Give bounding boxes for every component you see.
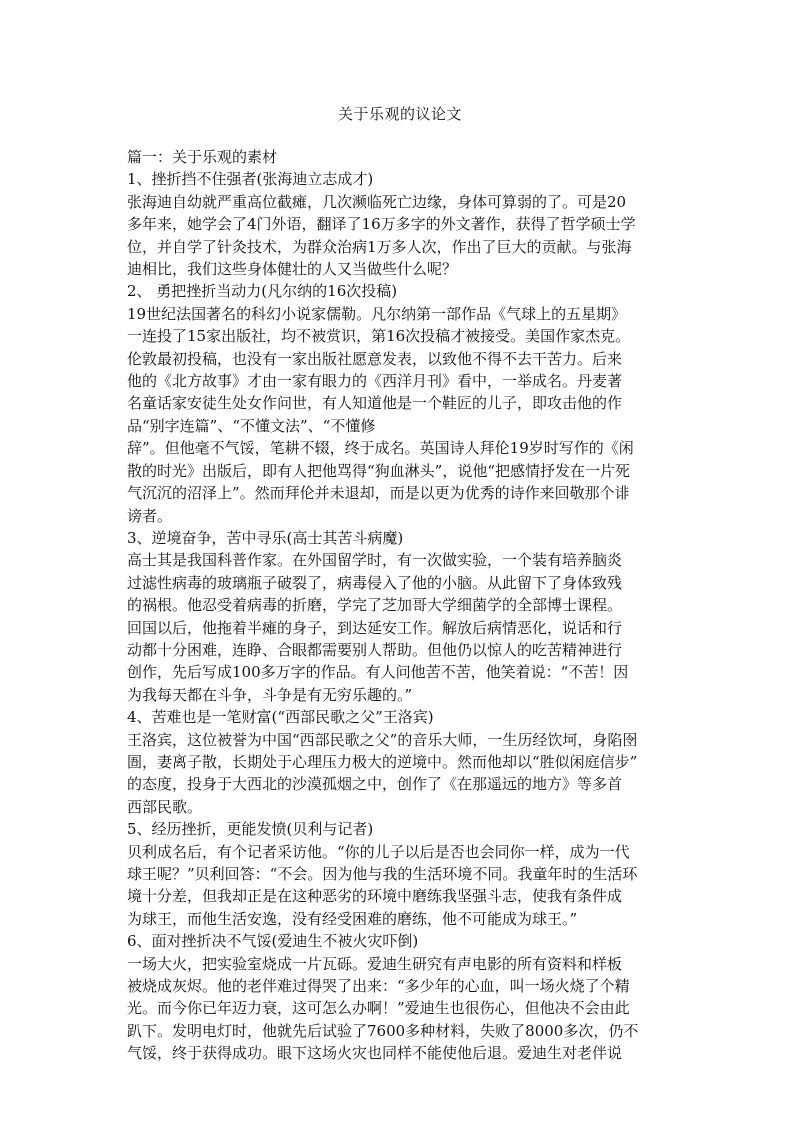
section-paragraph [127,729,667,819]
section-paragraph [127,549,667,706]
paragraph-line: 多年来，她学会了4门外语，翻译了16万多字的外文著作，获得了哲学硕士学 [127,215,636,234]
paragraph-line: 西部民歌。 [127,797,203,816]
paragraph-line: 的态度，投身于大西北的沙漠孤烟之中，创作了《在那遥远的地方》等多首 [127,775,623,794]
paragraph-line: 谤者。 [127,506,173,525]
paragraph-line: 19世纪法国著名的科幻小说家儒勒。凡尔纳第一部作品《气球上的五星期》 [127,304,627,323]
paragraph-line: 伦敦最初投稿，也没有一家出版社愿意发表，以致他不得不去干苦力。后来 [127,349,623,368]
paragraph-line: 气沉沉的沼泽上”。然而拜伦并未退却，而是以更为优秀的诗作来回敬那个诽 [127,484,630,503]
section-2 [127,280,667,526]
paragraph-line: 境十分差，但我却正是在这种恶劣的环境中磨练我坚强斗志，使我有条件成 [127,887,623,906]
paragraph-line: 品“别字连篇”、“不懂文法”、“不懂修 [127,416,376,435]
paragraph-line: 辞”。但他毫不气馁，笔耕不辍，终于成名。英国诗人拜伦19岁时写作的《闲 [127,439,634,458]
section-paragraph [127,953,667,1065]
section-paragraph [127,841,667,931]
paragraph-line: 光。而今你已年迈力衰，这可怎么办啊！”爱迪生也很伤心，但他决不会由此 [127,999,630,1018]
paragraph-line: 的祸根。他忍受着病毒的折磨，学完了芝加哥大学细菌学的全部博士课程。 [127,596,623,615]
section-6 [127,930,667,1064]
section-4 [127,706,667,818]
section-5 [127,818,667,930]
paragraph-line: 高士其是我国科普作家。在外国留学时，有一次做实验，一个装有培养脑炎 [127,551,623,570]
section-3 [127,527,667,706]
document-title: 关于乐观的议论文 [337,105,462,123]
paragraph-line: 回国以后，他拖着半瘫的身子，到达延安工作。解放后病情恶化，说话和行 [127,618,623,637]
paragraph-line: 球王呢？”贝利回答：“不会。因为他与我的生活环境不同。我童年时的生活环 [127,865,638,883]
section-1 [127,168,667,280]
paragraph-line: 圄，妻离子散，长期处于心理压力极大的逆境中。然而他却以“胜似闲庭信步” [127,752,638,771]
section-heading: 5、经历挫折，更能发愤(贝利与记者) [127,820,374,839]
section-paragraph [127,303,667,527]
section-heading: 2、 勇把挫折当动力(凡尔纳的16次投稿) [127,282,398,301]
section-heading: 4、苦难也是一笔财富(“西部民歌之父”王洛宾) [127,708,434,727]
section-heading: 3、逆境奋争，苦中寻乐(高士其苦斗病魔) [127,528,404,547]
section-heading: 1、挫折挡不住强者(张海迪立志成才) [127,170,374,189]
paragraph-line: 趴下。发明电灯时，他就先后试验了7600多种材料，失败了8000多次，仍不 [127,1021,639,1040]
paragraph-line: 王洛宾，这位被誉为中国“西部民歌之父”的音乐大师，一生历经饮坷，身陷囹 [127,730,638,749]
paragraph-line: 气馁，终于获得成功。眼下这场火灾也同样不能使他后退。爱迪生对老伴说 [127,1044,623,1063]
part-heading: 篇一：关于乐观的素材 [127,148,278,166]
paragraph-line: 张海迪自幼就严重高位截瘫，几次濒临死亡边缘，身体可算弱的了。可是20 [127,192,627,211]
paragraph-line: 为球王，而他生活安逸，没有经受困难的磨练，他不可能成为球王。” [127,909,578,928]
paragraph-line: 一场大火，把实验室烧成一片瓦砾。爱迪生研究有声电影的所有资料和样板 [127,954,623,973]
paragraph-line: 为我每天都在斗争，斗争是有无穷乐趣的。” [127,685,413,704]
paragraph-line: 散的时光》出版后，即有人把他骂得“狗血淋头”，说他“把感情抒发在一片死 [127,461,631,480]
document-body [127,146,667,1065]
paragraph-line: 动都十分困难，连睁、合眼都需要别人帮助。但他仍以惊人的吃苦精神进行 [127,640,623,659]
paragraph-line: 创作，先后写成100多万字的作品。有人问他苦不苦，他笑着说：“不苦！因 [127,663,629,682]
paragraph-line: 名童话家安徒生处女作问世，有人知道他是一个鞋匠的儿子，即攻击他的作 [127,394,623,413]
section-heading: 6、面对挫折决不气馁(爱迪生不被火灾吓倒) [127,932,419,951]
paragraph-line: 他的《北方故事》才由一家有眼力的《西洋月刊》看中，一举成名。丹麦著 [127,372,623,391]
paragraph-line: 一连投了15家出版社，均不被赏识，第16次投稿才被接受。美国作家杰克。 [127,327,631,346]
paragraph-line: 被烧成灰烬。他的老伴难过得哭了出来：“多少年的心血，叫一场火烧了个精 [127,977,630,996]
paragraph-line: 迪相比，我们这些身体健壮的人又当做些什么呢？ [127,260,458,279]
paragraph-line: 过滤性病毒的玻璃瓶子破裂了，病毒侵入了他的小脑。从此留下了身体致残 [127,573,623,592]
section-paragraph [127,191,667,281]
paragraph-line: 贝利成名后，有个记者采访他。“你的儿子以后是否也会同你一样，成为一代 [127,842,630,861]
paragraph-line: 位，并自学了针灸技术，为群众治病1万多人次，作出了巨大的贡献。与张海 [127,237,632,256]
